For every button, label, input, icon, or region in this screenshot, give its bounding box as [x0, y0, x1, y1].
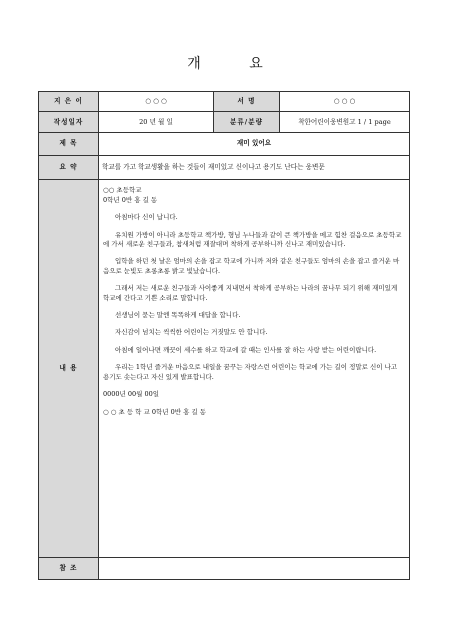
page-title: 개 요 — [187, 56, 285, 72]
content-label: 내 용 — [39, 180, 99, 557]
reference-label: 참 조 — [39, 557, 99, 579]
content-body — [99, 180, 409, 417]
recipient-label: 서 명 — [214, 92, 280, 112]
school-name: ○○ 초등학교 — [103, 186, 142, 195]
reference-value — [99, 557, 410, 579]
subject-value: 재미 있어요 — [99, 132, 410, 155]
paragraph: 우리는 1학년 즐거운 마음으로 내일을 꿈꾸는 자랑스런 어린이는 학교에 가는 길이 정말로 신이 나고 용기도 솟는다고 자신 있게 발표합니다. — [103, 363, 398, 381]
author-label: 지 은 이 — [39, 92, 99, 112]
date-value: 20 년 월 일 — [99, 112, 214, 132]
table-row — [39, 112, 410, 132]
table-row — [39, 132, 410, 155]
category-label: 분류/분량 — [214, 112, 280, 132]
content-cell — [99, 180, 410, 557]
summary-label: 요 약 — [39, 155, 99, 179]
paragraph: 아침마다 신이 납니다. — [115, 213, 178, 222]
paragraph: 입학을 하던 첫 날은 엄마의 손을 잡고 학교에 가니까 저와 같은 친구들도 엄마의 손을 잡고 즐거운 마음으로 눈빛도 초롱초롱 밝고 빛났습니다. — [103, 257, 400, 275]
subject-label: 제 목 — [39, 132, 99, 155]
paragraph: 아침에 일어나면 깨끗이 세수를 하고 학교에 갈 때는 인사를 잘 하는 사랑 받는 어린이랍니다. — [115, 345, 377, 354]
paragraph: 자신감이 넘치는 씩씩한 어린이는 거짓말도 안 합니다. — [115, 328, 268, 337]
student-name: 0학년 0반 홍 길 동 — [103, 195, 158, 204]
table-row — [39, 557, 410, 579]
recipient-value: ○ ○ ○ — [280, 92, 410, 112]
paragraph: 선생님이 묻는 말엔 똑똑하게 대답을 합니다. — [115, 311, 241, 320]
outline-form-table — [38, 91, 410, 580]
paragraph: 유치원 가방이 아니라 초등학교 책가방, 형님 누나들과 같이 큰 책가방을 메고 힘찬 걸음으로 초등학교에 가서 새로운 친구들과, 참새처럼 재잘대며 착하게 공부하니까 신나고 재미있습니다. — [103, 230, 402, 248]
summary-value: 학교를 가고 학교생활을 하는 것들이 재미있고 신이나고 용기도 난다는 웅변문 — [99, 155, 410, 179]
category-value: 착한어린이웅변원고 1 / 1 page — [280, 112, 410, 132]
signature-line: ○ ○ 초 등 학 교 0학년 0반 홍 길 동 — [103, 407, 207, 416]
date-line: 0000년 00월 00일 — [103, 390, 160, 399]
table-row — [39, 180, 410, 557]
table-row — [39, 92, 410, 112]
paragraph: 그래서 저는 새로운 친구들과 사이좋게 지내면서 착하게 공부하는 나라의 꿈나무 되기 위해 재미있게 학교에 간다고 기쁜 소리로 말합니다. — [103, 284, 398, 302]
date-label: 작성일자 — [39, 112, 99, 132]
author-value: ○ ○ ○ — [99, 92, 214, 112]
table-row — [39, 155, 410, 179]
